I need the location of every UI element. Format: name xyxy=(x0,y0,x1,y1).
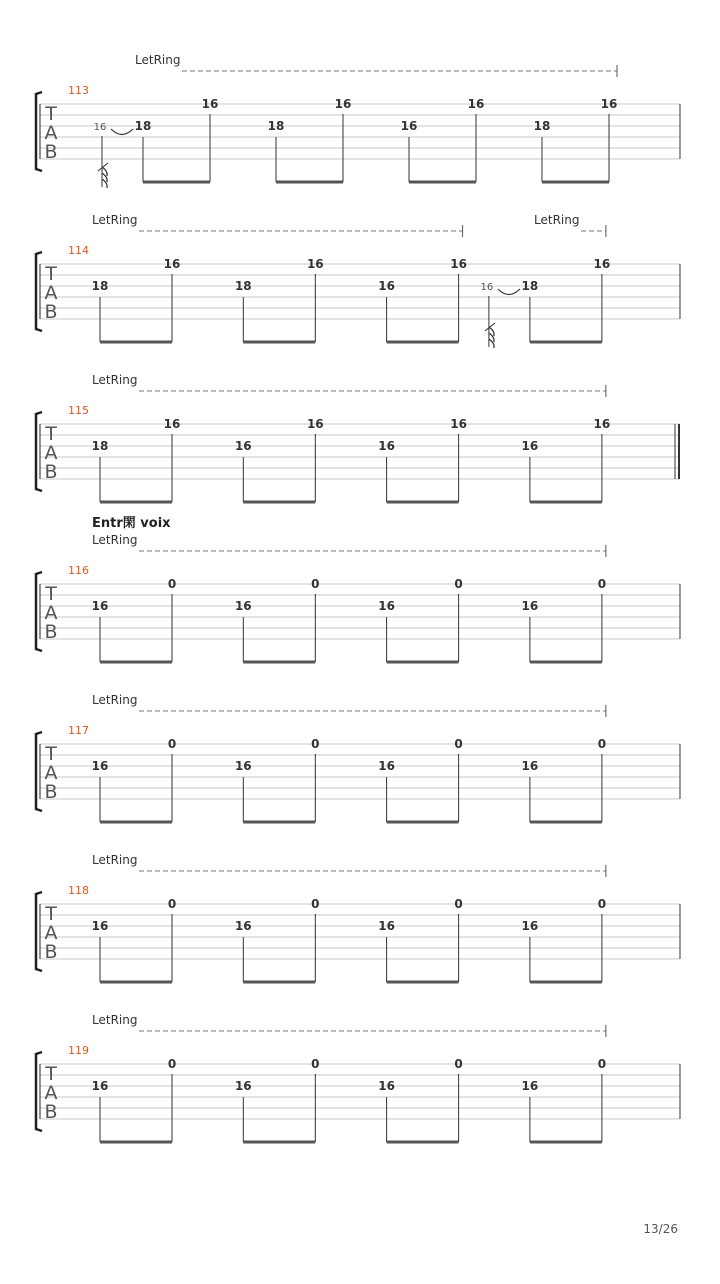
tab-clef-letter: A xyxy=(44,442,58,464)
fret-number: 16 xyxy=(521,599,539,613)
fret-number: 18 xyxy=(521,279,539,293)
measure-number: 118 xyxy=(68,884,89,897)
letring-label: LetRing xyxy=(534,213,580,227)
fret-number: 16 xyxy=(450,417,467,431)
grace-flag xyxy=(489,339,494,348)
fret-number: 16 xyxy=(521,759,539,773)
fret-number: 16 xyxy=(593,417,611,431)
letring-label: LetRing xyxy=(92,1013,138,1027)
letring-label: LetRing xyxy=(92,373,138,387)
tab-clef-letter: T xyxy=(45,583,57,605)
fret-number: 16 xyxy=(234,919,252,933)
fret-number: 0 xyxy=(454,1057,463,1071)
letring-label: LetRing xyxy=(135,53,181,67)
measure-number: 114 xyxy=(68,244,89,257)
section-label: Entr閑 voix xyxy=(92,516,171,531)
grace-slash xyxy=(485,323,495,331)
fret-number: 0 xyxy=(597,1057,607,1071)
letring-label: LetRing xyxy=(92,533,138,547)
tab-clef-letter: T xyxy=(45,903,57,925)
tab-clef-letter: T xyxy=(45,1063,57,1085)
fret-number: 16 xyxy=(400,119,418,133)
fret-number: 16 xyxy=(378,759,395,773)
tab-clef-letter: B xyxy=(44,461,58,483)
fret-number: 16 xyxy=(306,257,324,271)
fret-number: 18 xyxy=(234,279,252,293)
tab-clef-letter: B xyxy=(44,301,58,323)
tab-clef-letter: B xyxy=(44,781,58,803)
fret-number: 0 xyxy=(454,737,463,751)
measure-number: 115 xyxy=(68,404,89,417)
tab-clef-letter: A xyxy=(44,122,58,144)
tab-clef-letter: A xyxy=(44,602,58,624)
grace-slash xyxy=(98,163,108,171)
fret-number: 0 xyxy=(597,897,607,911)
fret-number: 0 xyxy=(167,737,177,751)
grace-fret-number: 16 xyxy=(93,122,107,133)
tab-clef-letter: B xyxy=(44,1101,58,1123)
fret-number: 16 xyxy=(378,919,395,933)
fret-number: 0 xyxy=(597,577,607,591)
fret-number: 18 xyxy=(533,119,551,133)
fret-number: 0 xyxy=(167,577,177,591)
tab-clef-letter: T xyxy=(45,263,57,285)
tab-clef-letter: B xyxy=(44,141,58,163)
fret-number: 16 xyxy=(91,759,109,773)
letring-label: LetRing xyxy=(92,693,138,707)
fret-number: 16 xyxy=(450,257,467,271)
fret-number: 16 xyxy=(234,599,252,613)
fret-number: 16 xyxy=(378,279,395,293)
fret-number: 0 xyxy=(311,577,320,591)
fret-number: 16 xyxy=(521,439,539,453)
fret-number: 16 xyxy=(91,1079,109,1093)
tab-clef-letter: B xyxy=(44,621,58,643)
grace-slur xyxy=(498,289,520,295)
tab-clef-letter: T xyxy=(45,103,57,125)
letring-label: LetRing xyxy=(92,213,138,227)
fret-number: 16 xyxy=(234,1079,252,1093)
fret-number: 0 xyxy=(311,897,320,911)
grace-fret-number: 16 xyxy=(480,282,494,293)
fret-number: 16 xyxy=(521,1079,539,1093)
fret-number: 18 xyxy=(91,439,109,453)
fret-number: 18 xyxy=(91,279,109,293)
tab-clef-letter: T xyxy=(45,423,57,445)
fret-number: 16 xyxy=(378,1079,395,1093)
fret-number: 0 xyxy=(454,897,463,911)
fret-number: 16 xyxy=(521,919,539,933)
measure-number: 119 xyxy=(68,1044,89,1057)
fret-number: 16 xyxy=(378,599,395,613)
tab-clef-letter: T xyxy=(45,743,57,765)
fret-number: 16 xyxy=(91,919,109,933)
fret-number: 16 xyxy=(334,97,352,111)
tab-clef-letter: A xyxy=(44,282,58,304)
fret-number: 18 xyxy=(267,119,285,133)
fret-number: 16 xyxy=(234,439,252,453)
fret-number: 16 xyxy=(600,97,618,111)
fret-number: 0 xyxy=(167,897,177,911)
fret-number: 16 xyxy=(163,257,181,271)
fret-number: 16 xyxy=(234,759,252,773)
measure-number: 113 xyxy=(68,84,89,97)
fret-number: 16 xyxy=(378,439,395,453)
measure-number: 116 xyxy=(68,564,89,577)
fret-number: 16 xyxy=(467,97,485,111)
fret-number: 16 xyxy=(306,417,324,431)
tab-clef-letter: A xyxy=(44,922,58,944)
fret-number: 18 xyxy=(134,119,152,133)
letring-label: LetRing xyxy=(92,853,138,867)
fret-number: 0 xyxy=(311,737,320,751)
fret-number: 0 xyxy=(311,1057,320,1071)
grace-flag xyxy=(102,179,107,188)
page-number: 13/26 xyxy=(643,1222,678,1236)
fret-number: 0 xyxy=(167,1057,177,1071)
fret-number: 0 xyxy=(454,577,463,591)
tab-clef-letter: A xyxy=(44,762,58,784)
measure-number: 117 xyxy=(68,724,89,737)
fret-number: 16 xyxy=(163,417,181,431)
fret-number: 16 xyxy=(593,257,611,271)
fret-number: 16 xyxy=(91,599,109,613)
tab-clef-letter: B xyxy=(44,941,58,963)
tab-clef-letter: A xyxy=(44,1082,58,1104)
fret-number: 16 xyxy=(201,97,219,111)
grace-slur xyxy=(111,129,133,135)
fret-number: 0 xyxy=(597,737,607,751)
